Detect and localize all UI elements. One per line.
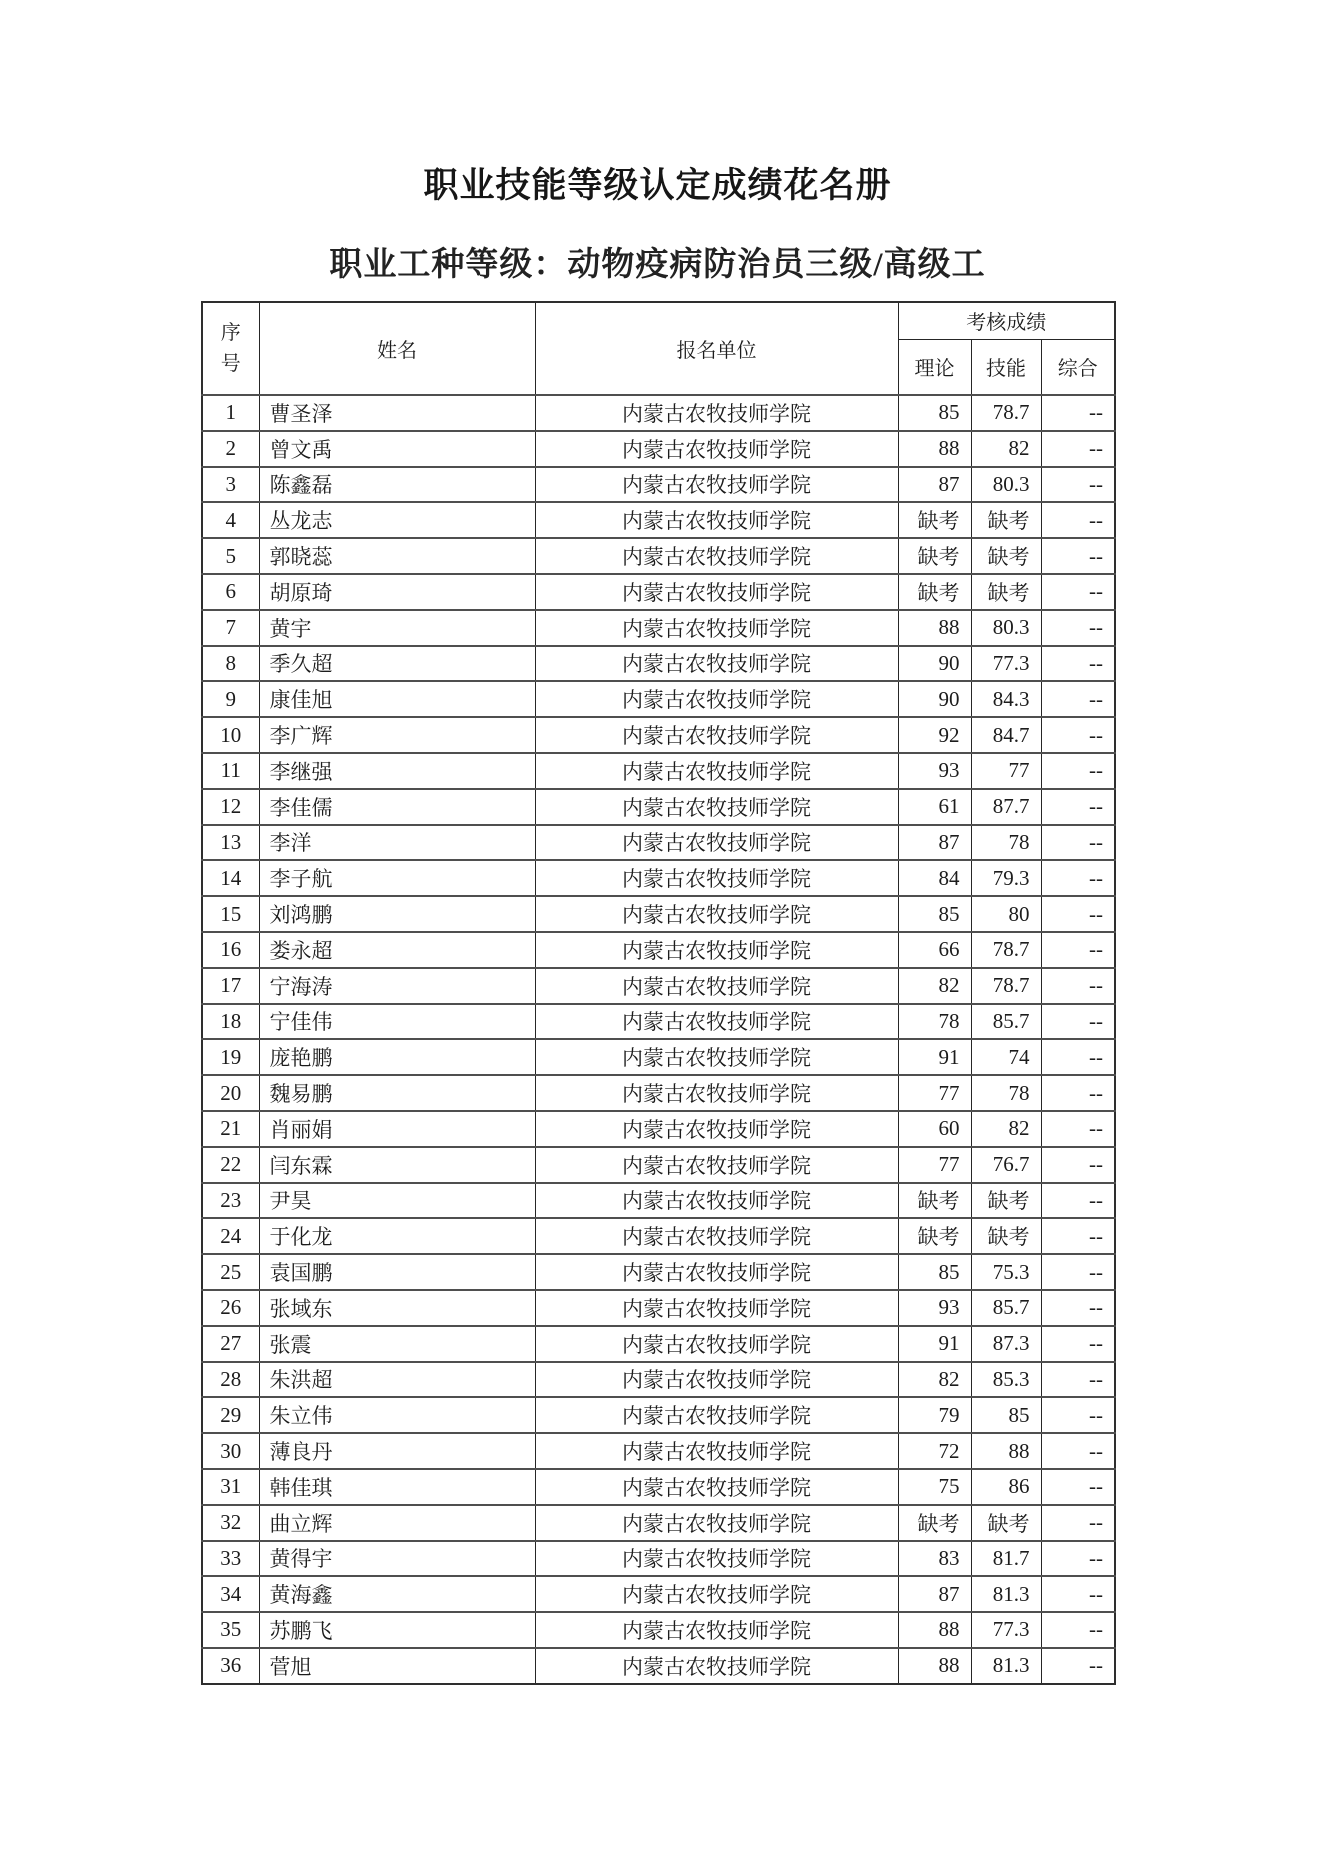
col-header-score-group: 考核成绩 [898,302,1115,339]
table-row [202,1541,1115,1577]
cell-name: 黄海鑫 [259,1576,535,1612]
cell-name: 张域东 [259,1290,535,1326]
cell-index: 29 [202,1397,259,1433]
cell-index: 36 [202,1648,259,1684]
table-row [202,1183,1115,1219]
table-row [202,431,1115,467]
cell-name: 陈鑫磊 [259,467,535,503]
table-row [202,860,1115,896]
table-row [202,1505,1115,1541]
cell-theory-score: 缺考 [898,574,971,610]
cell-name: 曾文禹 [259,431,535,467]
cell-name: 朱立伟 [259,1397,535,1433]
cell-unit: 内蒙古农牧技师学院 [535,825,898,861]
col-header-theory: 理论 [898,339,971,395]
cell-theory-score: 91 [898,1039,971,1075]
cell-index: 27 [202,1326,259,1362]
cell-comprehensive-score: -- [1041,1433,1115,1469]
cell-name: 袁国鹏 [259,1254,535,1290]
cell-name: 菅旭 [259,1648,535,1684]
cell-comprehensive-score: -- [1041,1004,1115,1040]
cell-index: 15 [202,896,259,932]
cell-comprehensive-score: -- [1041,968,1115,1004]
cell-comprehensive-score: -- [1041,1505,1115,1541]
cell-unit: 内蒙古农牧技师学院 [535,968,898,1004]
cell-index: 28 [202,1362,259,1398]
cell-unit: 内蒙古农牧技师学院 [535,1004,898,1040]
table-row [202,1147,1115,1183]
cell-theory-score: 88 [898,1648,971,1684]
cell-name: 李子航 [259,860,535,896]
cell-unit: 内蒙古农牧技师学院 [535,1505,898,1541]
cell-index: 4 [202,502,259,538]
cell-unit: 内蒙古农牧技师学院 [535,646,898,682]
table-row [202,1648,1115,1684]
cell-theory-score: 66 [898,932,971,968]
cell-name: 李广辉 [259,717,535,753]
cell-comprehensive-score: -- [1041,1183,1115,1219]
table-row [202,681,1115,717]
cell-comprehensive-score: -- [1041,1648,1115,1684]
table-row [202,1111,1115,1147]
cell-index: 33 [202,1541,259,1577]
table-row [202,1218,1115,1254]
cell-skill-score: 87.7 [971,789,1041,825]
cell-unit: 内蒙古农牧技师学院 [535,1111,898,1147]
cell-index: 19 [202,1039,259,1075]
cell-skill-score: 缺考 [971,502,1041,538]
cell-skill-score: 75.3 [971,1254,1041,1290]
cell-skill-score: 85.3 [971,1362,1041,1398]
cell-comprehensive-score: -- [1041,1576,1115,1612]
cell-theory-score: 84 [898,860,971,896]
table-row [202,1433,1115,1469]
cell-theory-score: 88 [898,431,971,467]
cell-comprehensive-score: -- [1041,1039,1115,1075]
cell-comprehensive-score: -- [1041,1254,1115,1290]
cell-comprehensive-score: -- [1041,896,1115,932]
cell-unit: 内蒙古农牧技师学院 [535,789,898,825]
cell-skill-score: 77 [971,753,1041,789]
cell-comprehensive-score: -- [1041,681,1115,717]
table-row [202,896,1115,932]
cell-name: 苏鹏飞 [259,1612,535,1648]
cell-comprehensive-score: -- [1041,1362,1115,1398]
cell-comprehensive-score: -- [1041,395,1115,431]
table-row [202,1326,1115,1362]
cell-theory-score: 82 [898,968,971,1004]
cell-skill-score: 77.3 [971,1612,1041,1648]
cell-index: 17 [202,968,259,1004]
cell-skill-score: 78 [971,1075,1041,1111]
cell-theory-score: 90 [898,681,971,717]
cell-name: 郭晓蕊 [259,538,535,574]
table-row [202,1576,1115,1612]
cell-name: 闫东霖 [259,1147,535,1183]
cell-unit: 内蒙古农牧技师学院 [535,467,898,503]
cell-skill-score: 80 [971,896,1041,932]
cell-index: 32 [202,1505,259,1541]
cell-name: 李佳儒 [259,789,535,825]
cell-theory-score: 77 [898,1075,971,1111]
cell-theory-score: 缺考 [898,1505,971,1541]
cell-skill-score: 82 [971,1111,1041,1147]
cell-comprehensive-score: -- [1041,538,1115,574]
table-row [202,825,1115,861]
table-row [202,717,1115,753]
table-row [202,932,1115,968]
cell-name: 肖丽娟 [259,1111,535,1147]
cell-theory-score: 83 [898,1541,971,1577]
cell-name: 李洋 [259,825,535,861]
cell-theory-score: 75 [898,1469,971,1505]
cell-index: 22 [202,1147,259,1183]
cell-skill-score: 74 [971,1039,1041,1075]
cell-comprehensive-score: -- [1041,825,1115,861]
cell-unit: 内蒙古农牧技师学院 [535,1183,898,1219]
cell-index: 12 [202,789,259,825]
table-row [202,646,1115,682]
cell-skill-score: 78.7 [971,968,1041,1004]
cell-unit: 内蒙古农牧技师学院 [535,395,898,431]
table-row [202,1362,1115,1398]
cell-comprehensive-score: -- [1041,932,1115,968]
cell-name: 张震 [259,1326,535,1362]
cell-index: 21 [202,1111,259,1147]
cell-theory-score: 87 [898,467,971,503]
table-row [202,968,1115,1004]
cell-name: 胡原琦 [259,574,535,610]
cell-comprehensive-score: -- [1041,1111,1115,1147]
cell-comprehensive-score: -- [1041,1541,1115,1577]
header-row-group [202,302,1115,339]
cell-unit: 内蒙古农牧技师学院 [535,1147,898,1183]
cell-unit: 内蒙古农牧技师学院 [535,1612,898,1648]
cell-theory-score: 88 [898,610,971,646]
cell-skill-score: 81.3 [971,1576,1041,1612]
table-row [202,395,1115,431]
cell-name: 娄永超 [259,932,535,968]
cell-index: 31 [202,1469,259,1505]
cell-comprehensive-score: -- [1041,467,1115,503]
cell-comprehensive-score: -- [1041,431,1115,467]
cell-name: 李继强 [259,753,535,789]
cell-theory-score: 92 [898,717,971,753]
cell-comprehensive-score: -- [1041,1290,1115,1326]
cell-comprehensive-score: -- [1041,789,1115,825]
cell-unit: 内蒙古农牧技师学院 [535,896,898,932]
cell-index: 10 [202,717,259,753]
cell-skill-score: 80.3 [971,610,1041,646]
cell-index: 18 [202,1004,259,1040]
cell-skill-score: 79.3 [971,860,1041,896]
cell-theory-score: 缺考 [898,502,971,538]
cell-theory-score: 87 [898,825,971,861]
cell-comprehensive-score: -- [1041,574,1115,610]
cell-skill-score: 87.3 [971,1326,1041,1362]
cell-index: 24 [202,1218,259,1254]
cell-unit: 内蒙古农牧技师学院 [535,932,898,968]
cell-skill-score: 76.7 [971,1147,1041,1183]
cell-name: 魏易鹏 [259,1075,535,1111]
cell-unit: 内蒙古农牧技师学院 [535,753,898,789]
cell-name: 黄宇 [259,610,535,646]
cell-name: 丛龙志 [259,502,535,538]
col-header-skill: 技能 [971,339,1041,395]
cell-skill-score: 78.7 [971,395,1041,431]
page-title: 职业技能等级认定成绩花名册 [423,166,892,205]
cell-index: 5 [202,538,259,574]
col-header-comprehensive: 综合 [1041,339,1115,395]
cell-comprehensive-score: -- [1041,1612,1115,1648]
cell-unit: 内蒙古农牧技师学院 [535,717,898,753]
cell-skill-score: 缺考 [971,538,1041,574]
table-header [202,302,1115,395]
cell-comprehensive-score: -- [1041,1326,1115,1362]
cell-skill-score: 85 [971,1397,1041,1433]
cell-skill-score: 81.7 [971,1541,1041,1577]
cell-index: 16 [202,932,259,968]
cell-name: 韩佳琪 [259,1469,535,1505]
cell-skill-score: 缺考 [971,1505,1041,1541]
cell-index: 1 [202,395,259,431]
cell-unit: 内蒙古农牧技师学院 [535,1397,898,1433]
cell-skill-score: 78 [971,825,1041,861]
cell-comprehensive-score: -- [1041,1147,1115,1183]
cell-name: 庞艳鹏 [259,1039,535,1075]
cell-comprehensive-score: -- [1041,717,1115,753]
col-header-index-label: 序号 [220,321,241,375]
cell-skill-score: 77.3 [971,646,1041,682]
table-row [202,789,1115,825]
cell-comprehensive-score: -- [1041,1218,1115,1254]
cell-skill-score: 81.3 [971,1648,1041,1684]
cell-unit: 内蒙古农牧技师学院 [535,431,898,467]
cell-name: 曹圣泽 [259,395,535,431]
cell-comprehensive-score: -- [1041,1469,1115,1505]
cell-unit: 内蒙古农牧技师学院 [535,1039,898,1075]
cell-theory-score: 60 [898,1111,971,1147]
cell-comprehensive-score: -- [1041,753,1115,789]
cell-skill-score: 85.7 [971,1004,1041,1040]
cell-comprehensive-score: -- [1041,1075,1115,1111]
cell-index: 3 [202,467,259,503]
cell-name: 曲立辉 [259,1505,535,1541]
cell-comprehensive-score: -- [1041,502,1115,538]
cell-theory-score: 93 [898,1290,971,1326]
table-row [202,467,1115,503]
cell-theory-score: 82 [898,1362,971,1398]
cell-skill-score: 缺考 [971,574,1041,610]
cell-theory-score: 87 [898,1576,971,1612]
cell-name: 宁海涛 [259,968,535,1004]
cell-index: 6 [202,574,259,610]
table-row [202,1075,1115,1111]
table-row [202,1612,1115,1648]
cell-unit: 内蒙古农牧技师学院 [535,1075,898,1111]
cell-theory-score: 91 [898,1326,971,1362]
cell-index: 8 [202,646,259,682]
cell-comprehensive-score: -- [1041,1397,1115,1433]
cell-unit: 内蒙古农牧技师学院 [535,610,898,646]
cell-name: 季久超 [259,646,535,682]
cell-skill-score: 82 [971,431,1041,467]
cell-unit: 内蒙古农牧技师学院 [535,1218,898,1254]
cell-theory-score: 77 [898,1147,971,1183]
cell-skill-score: 84.7 [971,717,1041,753]
col-header-unit: 报名单位 [535,302,898,395]
cell-unit: 内蒙古农牧技师学院 [535,1433,898,1469]
table-row [202,1290,1115,1326]
cell-unit: 内蒙古农牧技师学院 [535,1326,898,1362]
cell-unit: 内蒙古农牧技师学院 [535,1254,898,1290]
cell-theory-score: 85 [898,896,971,932]
table-row [202,1004,1115,1040]
cell-index: 14 [202,860,259,896]
cell-unit: 内蒙古农牧技师学院 [535,1576,898,1612]
cell-comprehensive-score: -- [1041,860,1115,896]
cell-index: 34 [202,1576,259,1612]
col-header-index [202,302,259,395]
cell-unit: 内蒙古农牧技师学院 [535,681,898,717]
cell-index: 7 [202,610,259,646]
cell-skill-score: 缺考 [971,1218,1041,1254]
cell-theory-score: 缺考 [898,1218,971,1254]
cell-theory-score: 85 [898,395,971,431]
cell-theory-score: 88 [898,1612,971,1648]
table-row [202,1397,1115,1433]
score-roster-table [201,301,1116,1685]
cell-unit: 内蒙古农牧技师学院 [535,502,898,538]
cell-name: 薄良丹 [259,1433,535,1469]
cell-unit: 内蒙古农牧技师学院 [535,860,898,896]
col-header-name: 姓名 [259,302,535,395]
cell-skill-score: 84.3 [971,681,1041,717]
cell-name: 刘鸿鹏 [259,896,535,932]
table-row [202,502,1115,538]
cell-comprehensive-score: -- [1041,610,1115,646]
cell-theory-score: 93 [898,753,971,789]
cell-name: 尹昊 [259,1183,535,1219]
cell-skill-score: 88 [971,1433,1041,1469]
table-row [202,1469,1115,1505]
cell-name: 黄得宇 [259,1541,535,1577]
document-content [201,0,1114,1685]
cell-unit: 内蒙古农牧技师学院 [535,1290,898,1326]
table-body [202,395,1115,1684]
cell-name: 于化龙 [259,1218,535,1254]
cell-name: 康佳旭 [259,681,535,717]
cell-unit: 内蒙古农牧技师学院 [535,1469,898,1505]
cell-skill-score: 缺考 [971,1183,1041,1219]
cell-name: 宁佳伟 [259,1004,535,1040]
cell-comprehensive-score: -- [1041,646,1115,682]
table-row [202,610,1115,646]
cell-index: 26 [202,1290,259,1326]
cell-unit: 内蒙古农牧技师学院 [535,1648,898,1684]
cell-skill-score: 78.7 [971,932,1041,968]
cell-theory-score: 85 [898,1254,971,1290]
cell-theory-score: 72 [898,1433,971,1469]
cell-unit: 内蒙古农牧技师学院 [535,1541,898,1577]
cell-theory-score: 缺考 [898,538,971,574]
cell-index: 30 [202,1433,259,1469]
table-row [202,1254,1115,1290]
cell-index: 25 [202,1254,259,1290]
cell-index: 11 [202,753,259,789]
cell-index: 9 [202,681,259,717]
cell-theory-score: 90 [898,646,971,682]
cell-unit: 内蒙古农牧技师学院 [535,538,898,574]
page-subtitle: 职业工种等级：动物疫病防治员三级/高级工 [329,247,986,283]
cell-skill-score: 80.3 [971,467,1041,503]
cell-index: 23 [202,1183,259,1219]
table-row [202,574,1115,610]
cell-index: 13 [202,825,259,861]
cell-index: 20 [202,1075,259,1111]
table-row [202,538,1115,574]
cell-theory-score: 缺考 [898,1183,971,1219]
cell-skill-score: 85.7 [971,1290,1041,1326]
table-row [202,753,1115,789]
cell-theory-score: 79 [898,1397,971,1433]
cell-theory-score: 61 [898,789,971,825]
cell-unit: 内蒙古农牧技师学院 [535,1362,898,1398]
cell-skill-score: 86 [971,1469,1041,1505]
cell-index: 35 [202,1612,259,1648]
cell-theory-score: 78 [898,1004,971,1040]
cell-unit: 内蒙古农牧技师学院 [535,574,898,610]
cell-index: 2 [202,431,259,467]
cell-name: 朱洪超 [259,1362,535,1398]
table-row [202,1039,1115,1075]
